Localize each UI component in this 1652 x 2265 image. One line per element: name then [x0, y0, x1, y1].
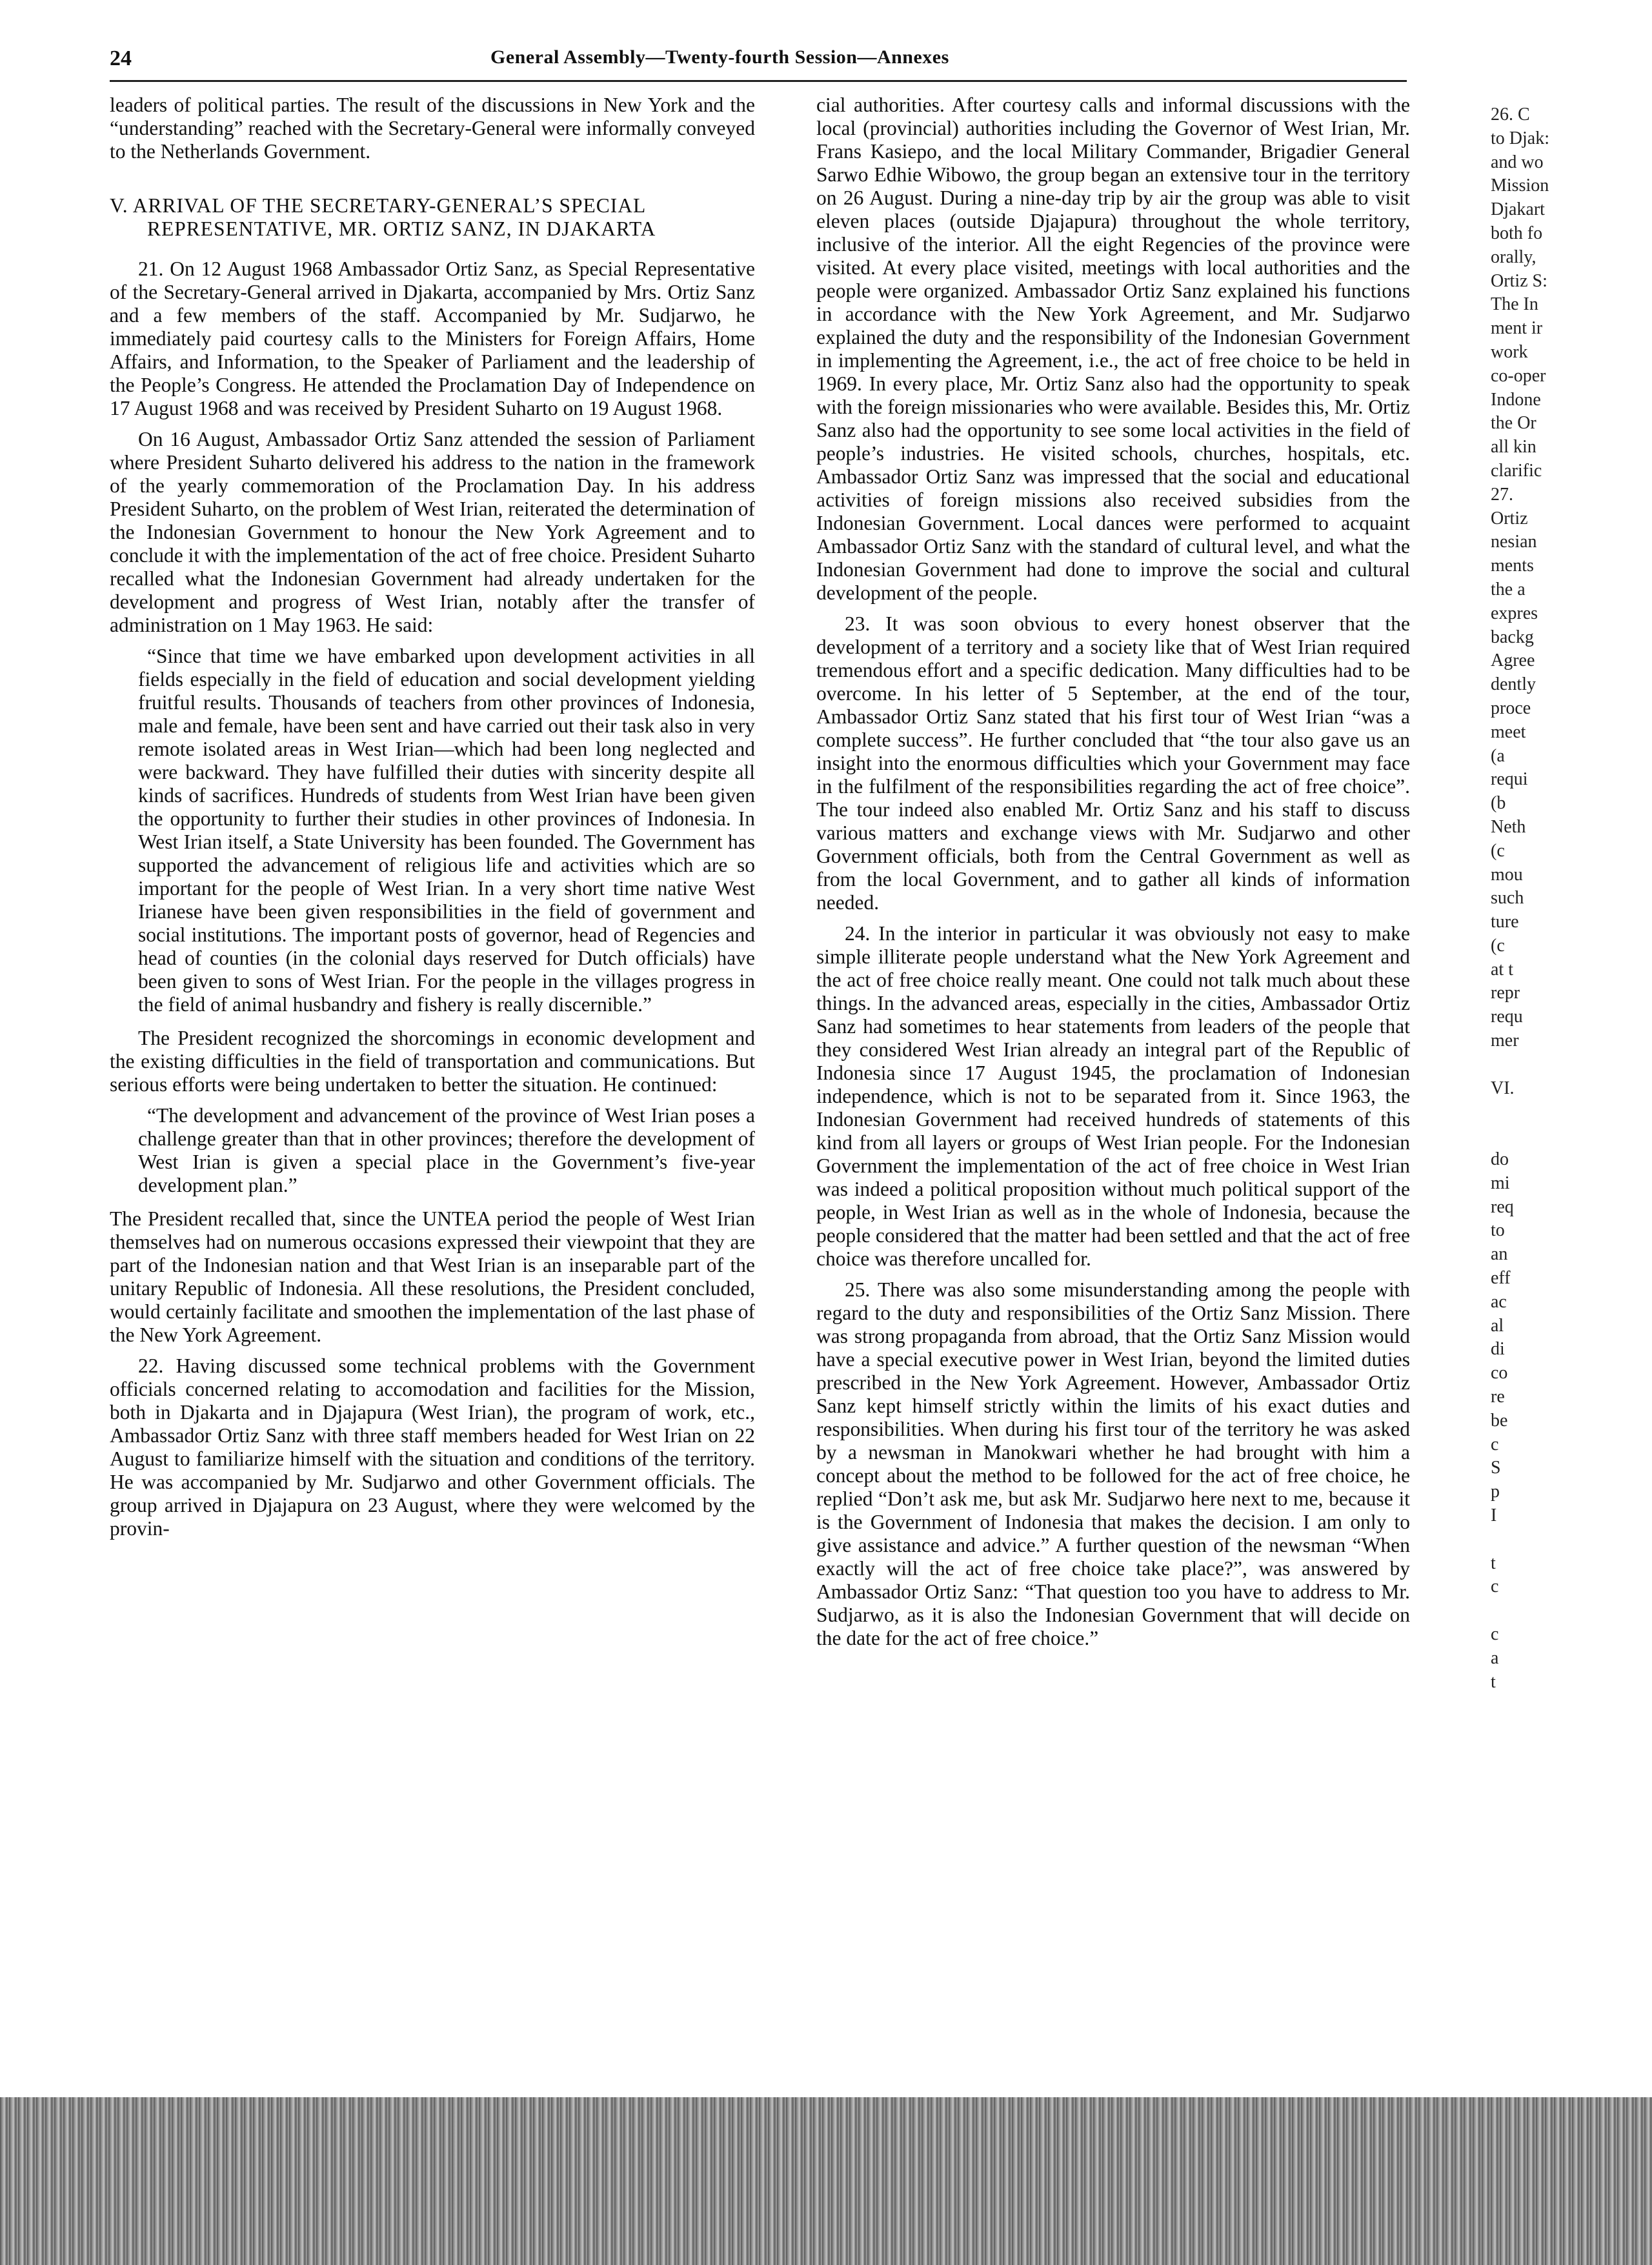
fragment-line: mer — [1491, 1031, 1519, 1051]
header-rule — [110, 80, 1407, 82]
fragment-line: ments — [1491, 556, 1534, 576]
fragment-line: co — [1491, 1363, 1508, 1384]
fragment-line: t — [1491, 1553, 1496, 1573]
fragment-line: Agree — [1491, 650, 1535, 671]
president-quote-1: “Since that time we have embarked upon development activities in all fields especially in the field of education and social development yielding fruitful results. Thousands of teachers from other provinces of Indonesia, male and female, have been sent and have carried out their task also in very remote isolated areas in West Irian—which had been long neglected and were backward. They have fulfilled their duties with sincerity despite all kinds of sacrifices. Hundreds of students from West Irian have been given the opportunity to further their studies in other provinces of Indonesia. In West Irian itself, a State University has been founded. The Government has supported the advancement of religious life and activities which are so important for the people of West Irian. In a very short time native West Irianese have been given responsibilities in the field of government and social institutions. The important posts of governor, head of Regencies and head of counties (in the colonial days reserved for Dutch officials) have been given to sons of West Irian. For the people in the villages progress in the field of animal husbandry and fishery is really discernible.” — [138, 645, 755, 1016]
fragment-line — [1491, 1100, 1652, 1124]
paragraph-22-continued: cial authorities. After courtesy calls and informal discussions with the local (provincial) authorities including the Governor of West Irian, Mr. Frans Kasiepo, and the local Military Commander, Brigadier General Sarwo Edhie Wibowo, the group began an extensive tour in the territory on 26 August. During a nine-day trip by air the group was able to visit eleven places (outside Djajapura) throughout the whole territory, inclusive of the interior. All the eight Regencies of the province were visited. At every place visited, meetings with local authorities and the people were organized. Ambassador Ortiz Sanz explained his functions in accordance with the New York Agreement, and Mr. Sudjarwo explained the duty and the responsibility of the Indonesian Government in implementing the Agreement, i.e., the act of free choice to be held in 1969. In every place, Mr. Ortiz Sanz also had the opportunity to speak with the foreign missionaries who were available. Besides this, Mr. Ortiz Sanz also had the opportunity to see some local activities in the field of people’s industries. He visited schools, churches, hospitals, etc. Ambassador Ortiz Sanz was impressed that the social and educational activities of foreign missions also received subsidies from the Indonesian Government. Local dances were performed to acquaint Ambassador Ortiz Sanz with the standard of cultural level, and what the Indonesian Government had done to improve the social and cultural development of the people. — [816, 94, 1410, 604]
fragment-line — [1491, 1528, 1652, 1552]
fragment-line: (b — [1491, 793, 1506, 814]
fragment-line: clarific — [1491, 460, 1542, 481]
fragment-line: dently — [1491, 674, 1536, 695]
fragment-line: both fo — [1491, 223, 1543, 243]
fragment-line: expres — [1491, 603, 1538, 623]
fragment-line: Mission — [1491, 176, 1549, 196]
opening-paragraph: leaders of political parties. The result of the discussions in New York and the “understanding” reached with the Secretary-General were informally conveyed to the Netherlands Government. — [110, 94, 755, 163]
fragment-line: orally, — [1491, 247, 1536, 267]
fragment-line: and wo — [1491, 152, 1544, 172]
fragment-line: an — [1491, 1244, 1508, 1265]
right-column — [816, 94, 1410, 1658]
fragment-line: c — [1491, 1624, 1499, 1644]
fragment-line: (c — [1491, 840, 1505, 861]
fragment-line: such — [1491, 888, 1524, 909]
fragment-line: nesian — [1491, 532, 1537, 552]
fragment-line: ac — [1491, 1291, 1507, 1312]
paragraph-23: 23. It was soon obvious to every honest observer that the development of a territory and a society like that of West Irian required tremendous effort and a specific dedication. Many difficulties had to be overcome. In his letter of 5 September, at the end of the tour, Ambassador Ortiz Sanz stated that his first tour of West Irian “was a complete success”. He further concluded that “the tour also gave us an insight into the enormous difficulties which your Government may face in the fulfilment of the responsibilities regarding the act of free choice”. The tour indeed also enabled Mr. Ortiz Sanz and his staff to discuss various matters and exchange views with Mr. Sudjarwo and other Government officials, both from the Central Government as well as from the local Government, and to gather all kinds of information needed. — [816, 612, 1410, 914]
fragment-line: to — [1491, 1220, 1505, 1241]
fragment-line: proce — [1491, 698, 1531, 718]
paragraph-shortcomings: The President recognized the shorcomings in economic development and the existing difficulties in the field of transportation and communications. But serious efforts were being undertaken to better the situation. He continued: — [110, 1027, 755, 1096]
fragment-line: al — [1491, 1315, 1504, 1336]
fragment-line: 26. C — [1491, 105, 1530, 125]
fragment-line: eff — [1491, 1268, 1511, 1289]
fragment-line: t — [1491, 1671, 1496, 1692]
fragment-line: Ortiz — [1491, 508, 1528, 528]
facing-page-fragment — [1491, 103, 1652, 1694]
paragraph-16-august: On 16 August, Ambassador Ortiz Sanz attended the session of Parliament where President Suharto delivered his address to the nation in the framework of the yearly commemoration of the Proclamation Day. In his address President Suharto, on the problem of West Irian, reiterated the determination of the Indonesian Government to honour the New York Agreement and to conclude it with the implementation of the act of free choice. President Suharto recalled what the Indonesian Government had already undertaken for the development and progress of West Irian, notably after the transfer of administration on 1 May 1963. He said: — [110, 428, 755, 636]
fragment-line — [1491, 1053, 1652, 1077]
fragment-line: req — [1491, 1196, 1514, 1217]
paragraph-22: 22. Having discussed some technical problems with the Government officials concerned relating to accomodation and facilities for the Mission, both in Djakarta and in Djajapura (West Irian), the program of work, etc., Ambassador Ortiz Sanz with three staff members headed for West Irian on 22 August to familiarize himself with the situation and conditions of the territory. He was accompanied by Mr. Sudjarwo and other Government officials. The group arrived in Djajapura on 23 August, where they were welcomed by the provin- — [110, 1354, 755, 1540]
fragment-line: I — [1491, 1505, 1497, 1526]
running-header: General Assembly—Twenty-fourth Session—Annexes — [490, 46, 949, 68]
fragment-line: c — [1491, 1434, 1499, 1455]
fragment-line: re — [1491, 1387, 1505, 1407]
paragraph-untea: The President recalled that, since the UNTEA period the people of West Irian themselves had on numerous occasions expressed their viewpoint that they are part of the Indonesian nation and that West Irian is an inseparable part of the unitary Republic of Indonesia. All these resolutions, the President concluded, would certainly facilitate and smoothen the implementation of the last phase of the New York Agreement. — [110, 1207, 755, 1346]
left-column — [110, 94, 755, 1548]
president-quote-2: “The development and advancement of the province of West Irian poses a challenge greater than that in other provinces; therefore the development of West Irian is given a special place in the Government’s five-year development plan.” — [138, 1104, 755, 1196]
fragment-line: mou — [1491, 864, 1523, 885]
fragment-line: ment ir — [1491, 318, 1543, 339]
fragment-line: co-oper — [1491, 365, 1546, 386]
fragment-line: 27. — [1491, 484, 1513, 505]
fragment-line: do — [1491, 1149, 1509, 1170]
fragment-line: di — [1491, 1339, 1505, 1360]
fragment-line: mi — [1491, 1173, 1510, 1193]
fragment-line — [1491, 1124, 1652, 1148]
fragment-line: p — [1491, 1482, 1500, 1502]
fragment-line: Djakart — [1491, 199, 1545, 220]
fragment-line: The In — [1491, 294, 1538, 315]
fragment-line: the a — [1491, 579, 1526, 599]
fragment-line: work — [1491, 341, 1528, 362]
fragment-line: Neth — [1491, 816, 1526, 837]
fragment-line: S — [1491, 1458, 1501, 1478]
paragraph-24: 24. In the interior in particular it was obviously not easy to make simple illiterate people understand what the New York Agreement and the act of free choice really meant. One could not talk much about these things. In the advanced areas, especially in the cities, Ambassador Ortiz Sanz had sometimes to hear statements from leaders of the people that they considered West Irian already an integral part of the Republic of Indonesia since 17 August 1945, the proclamation of Indonesian independence, which is not to be separated from it. Since 1963, the Indonesian Government had received hundreds of statements of this kind from all layers or groups of West Irian people. For the Indonesian Government the implementation of the act of free choice in West Irian was indeed a political proposition without much political support of the people, in West Irian as well as in the whole of Indonesia, because the people considered that the matter had been settled and that the act of free choice was therefore uncalled for. — [816, 922, 1410, 1270]
fragment-line: (c — [1491, 935, 1505, 956]
fragment-line: ture — [1491, 912, 1519, 932]
fragment-line: backg — [1491, 627, 1534, 647]
fragment-line: requi — [1491, 769, 1528, 790]
fragment-line: Indone — [1491, 389, 1541, 410]
fragment-line: at t — [1491, 959, 1513, 980]
fragment-line: all kin — [1491, 437, 1536, 458]
fragment-line — [1491, 1599, 1652, 1623]
fragment-line: meet — [1491, 721, 1526, 742]
scan-noise-edge — [0, 2097, 1652, 2265]
fragment-line: repr — [1491, 983, 1520, 1003]
fragment-line: be — [1491, 1410, 1508, 1431]
fragment-line: (a — [1491, 745, 1505, 766]
fragment-line: Ortiz S: — [1491, 270, 1547, 291]
section-heading: V. ARRIVAL OF THE SECRETARY-GENERAL’S SPECIAL REPRESENTATIVE, MR. ORTIZ SANZ, IN DJAKARTA — [110, 194, 656, 240]
fragment-line: c — [1491, 1576, 1499, 1597]
fragment-line: VI. — [1491, 1078, 1515, 1098]
fragment-line: requ — [1491, 1007, 1523, 1027]
page-number: 24 — [110, 46, 132, 70]
paragraph-25: 25. There was also some misunderstanding among the people with regard to the duty and responsibilities of the Ortiz Sanz Mission. There was strong propaganda from abroad, that the Ortiz Sanz Mission would have a special executive power in West Irian, beyond the limited duties prescribed in the New York Agreement. However, Ambassador Ortiz Sanz kept himself strictly within the limits of his exact duties and responsibilities. When during his first tour of the territory he was asked by a newsman in Manokwari whether he had brought with him a concept about the method to be followed for the act of free choice, he replied “Don’t ask me, but ask Mr. Sudjarwo here next to me, because it is the Government of Indonesia that makes the decision. I am only to give assistance and advice.” A further question of the newsman “When exactly will the act of free choice take place?”, was answered by Ambassador Ortiz Sanz: “That question too you have to address to Mr. Sudjarwo, as it is also the Indonesian Government that will decide on the date for the act of free choice.” — [816, 1278, 1410, 1649]
fragment-line: to Djak: — [1491, 128, 1549, 148]
fragment-line: a — [1491, 1647, 1499, 1668]
paragraph-21: 21. On 12 August 1968 Ambassador Ortiz Sanz, as Special Representative of the Secretary-General arrived in Djakarta, accompanied by Mrs. Ortiz Sanz and a few members of the staff. Accompanied by Mr. Sudjarwo, he immediately paid courtesy calls to the Ministers for Foreign Affairs, Home Affairs, and Information, to the Speaker of Parliament and the leadership of the People’s Congress. He attended the Proclamation Day of Independence on 17 August 1968 and was received by President Suharto on 19 August 1968. — [110, 257, 755, 419]
fragment-line: the Or — [1491, 413, 1536, 434]
